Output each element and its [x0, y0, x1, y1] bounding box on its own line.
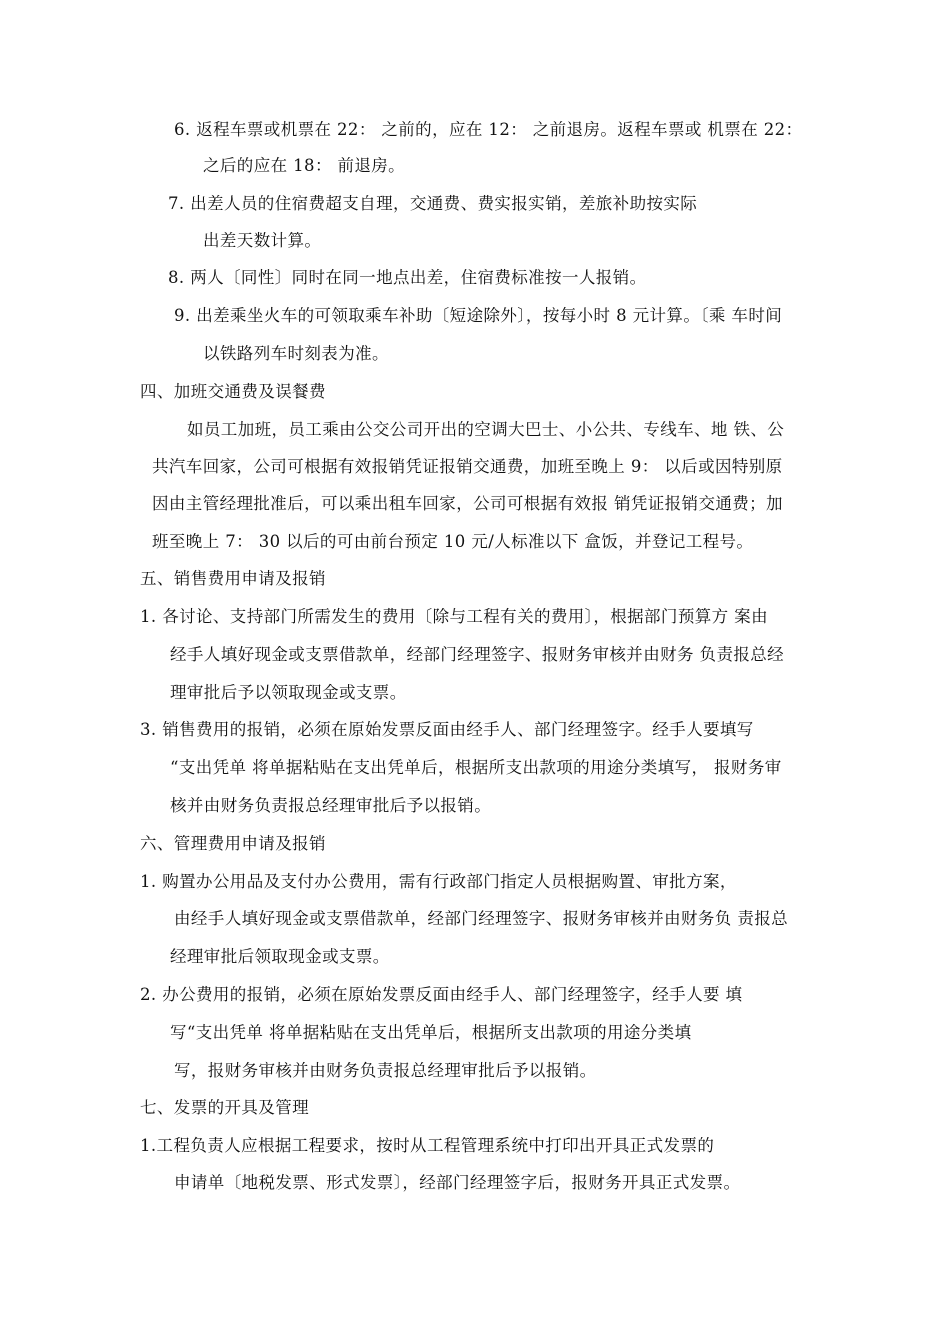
section-heading-4: 四、加班交通费及误餐费 [140, 382, 326, 401]
list-item-1: 1.工程负责人应根据工程要求，按时从工程管理系统中打印出开具正式发票的 [140, 1136, 715, 1155]
list-item-1: 1. 购置办公用品及支付办公费用，需有行政部门指定人员根据购置、审批方案， [140, 872, 737, 891]
list-item-6: 6. 返程车票或机票在 22： 之前的，应在 12： 之前退房。返程车票或 机票在 22： [174, 120, 803, 139]
paragraph-line: 如员工加班，员工乘由公交公司开出的空调大巴士、小公共、专线车、地 铁、公 [187, 420, 785, 439]
list-item-9: 9. 出差乘坐火车的可领取乘车补助〔短途除外〕，按每小时 8 元计算。〔乘 车时间 [174, 306, 783, 325]
list-item-1: 1. 各讨论、支持部门所需发生的费用〔除与工程有关的费用〕，根据部门预算方 案由 [140, 607, 768, 626]
list-item-3-cont: “支出凭单 将单据粘贴在支出凭单后，根据所支出款项的用途分类填写， 报财务审 [170, 758, 782, 777]
section-heading-5: 五、销售费用申请及报销 [140, 569, 326, 588]
paragraph-line: 因由主管经理批准后，可以乘出租车回家，公司可根据有效报 销凭证报销交通费；加 [152, 494, 783, 513]
list-item-2-cont: 写“支出凭单 将单据粘贴在支出凭单后，根据所支出款项的用途分类填 [170, 1023, 692, 1042]
list-item-1-cont: 申请单〔地税发票、形式发票〕，经部门经理签字后，报财务开具正式发票。 [174, 1173, 741, 1192]
list-item-7: 7. 出差人员的住宿费超支自理，交通费、费实报实销，差旅补助按实际 [168, 194, 698, 213]
list-item-3: 3. 销售费用的报销，必须在原始发票反面由经手人、部门经理签字。经手人要填写 [140, 720, 754, 739]
list-item-1-cont: 理审批后予以领取现金或支票。 [170, 683, 407, 702]
list-item-2-cont: 写，报财务审核并由财务负责报总经理审批后予以报销。 [174, 1061, 597, 1080]
paragraph-line: 班至晚上 7： 30 以后的可由前台预定 10 元/人标准以下 盒饭，并登记工程号。 [152, 532, 754, 551]
list-item-2: 2. 办公费用的报销，必须在原始发票反面由经手人、部门经理签字，经手人要 填 [140, 985, 743, 1004]
list-item-8: 8. 两人〔同性〕同时在同一地点出差，住宿费标准按一人报销。 [168, 268, 647, 287]
list-item-3-cont: 核并由财务负责报总经理审批后予以报销。 [170, 796, 492, 815]
list-item-6-cont: 之后的应在 18： 前退房。 [203, 156, 406, 175]
list-item-1-cont: 经理审批后领取现金或支票。 [170, 947, 390, 966]
list-item-9-cont: 以铁路列车时刻表为准。 [203, 344, 389, 363]
section-heading-7: 七、发票的开具及管理 [140, 1098, 309, 1117]
list-item-1-cont: 经手人填好现金或支票借款单，经部门经理签字、报财务审核并由财务 负责报总经 [170, 645, 785, 664]
list-item-7-cont: 出差天数计算。 [203, 231, 322, 250]
section-heading-6: 六、管理费用申请及报销 [140, 834, 326, 853]
list-item-1-cont: 由经手人填好现金或支票借款单，经部门经理签字、报财务审核并由财务负 责报总 [174, 909, 789, 928]
paragraph-line: 共汽车回家，公司可根据有效报销凭证报销交通费，加班至晚上 9： 以后或因特别原 [152, 457, 783, 476]
